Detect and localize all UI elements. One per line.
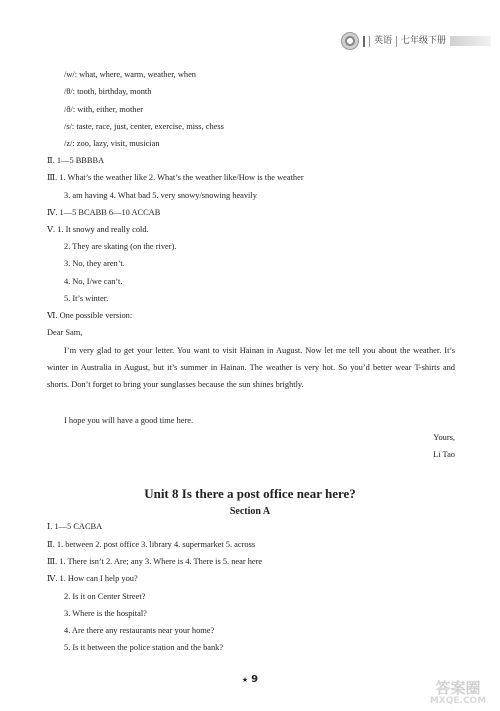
page-number-value: 9 bbox=[251, 674, 259, 685]
unit-answer-item: 2. Is it on Center Street? bbox=[64, 592, 146, 601]
phonetic-line: /θ/: tooth, birthday, month bbox=[64, 87, 152, 96]
answer-item: 2. They are skating (on the river). bbox=[64, 242, 177, 251]
answer-section-3-cont: 3. am having 4. What bad 5. very snowy/snowing heavily bbox=[64, 191, 257, 200]
phonetic-line: /ð/: with, either, mother bbox=[64, 105, 143, 114]
unit-answer-section-3: Ⅲ. 1. There isn’t 2. Are; any 3. Where is 4. There is 5. near here bbox=[47, 557, 263, 566]
answer-section-5: Ⅴ. 1. It snowy and really cold. bbox=[47, 225, 149, 234]
watermark-sub: MXQE.COM bbox=[429, 696, 487, 706]
answer-section-4: Ⅳ. 1—5 BCABB 6—10 ACCAB bbox=[47, 208, 161, 217]
phonetic-line: /s/: taste, race, just, center, exercise, miss, chess bbox=[64, 122, 224, 131]
header-divider bbox=[396, 36, 397, 47]
star-icon: ★ bbox=[241, 676, 249, 684]
unit-answer-section-4: Ⅳ. 1. How can I help you? bbox=[47, 574, 138, 583]
page-header bbox=[341, 32, 491, 50]
answer-item: 3. No, they aren’t. bbox=[64, 259, 125, 268]
answer-section-6: Ⅵ. One possible version: bbox=[47, 311, 133, 320]
unit-answer-section-1: Ⅰ. 1—5 CACBA bbox=[47, 522, 103, 531]
letter-closing: Yours, bbox=[433, 433, 455, 442]
phonetic-line: /w/: what, where, warm, weather, when bbox=[64, 70, 196, 79]
header-divider bbox=[363, 36, 365, 47]
letter-greeting: Dear Sam, bbox=[47, 328, 83, 337]
letter-signature: Li Tao bbox=[433, 450, 455, 459]
answer-item: 4. No, I/we can’t. bbox=[64, 277, 123, 286]
watermark bbox=[418, 680, 498, 708]
section-title: Section A bbox=[229, 506, 271, 517]
header-divider bbox=[369, 36, 370, 47]
answer-item: 5. It’s winter. bbox=[64, 294, 109, 303]
answer-section-3: Ⅲ. 1. What’s the weather like 2. What’s the weather like/How is the weather bbox=[47, 173, 304, 182]
book-logo-icon bbox=[341, 32, 359, 50]
watermark-main: 答案圈 bbox=[435, 679, 481, 697]
header-decoration bbox=[450, 36, 491, 46]
unit-answer-section-2: Ⅱ. 1. between 2. post office 3. library 4. supermarket 5. across bbox=[47, 540, 256, 549]
unit-title: Unit 8 Is there a post office near here? bbox=[144, 486, 356, 501]
unit-answer-item: 5. Is it between the police station and the bank? bbox=[64, 643, 224, 652]
unit-answer-item: 4. Are there any restaurants near your home? bbox=[64, 626, 215, 635]
phonetic-line: /z/: zoo, lazy, visit, musician bbox=[64, 139, 160, 148]
letter-paragraph: I’m very glad to get your letter. You want to visit Hainan in August. Now let me tell you about the weather. It’s winter in Australia in August, but it’s summer in Hainan. The weather is very hot. So you’d better wear T-shirts and shorts. Don’t forget to bring your sunglasses because the sun shines brightly. bbox=[47, 346, 455, 389]
header-grade: 七年级下册 bbox=[401, 35, 447, 46]
letter-paragraph: I hope you will have a good time here. bbox=[64, 416, 194, 425]
unit-answer-item: 3. Where is the hospital? bbox=[64, 609, 147, 618]
answer-section-2: Ⅱ. 1—5 BBBBA bbox=[47, 156, 105, 165]
header-subject: 英语 bbox=[374, 35, 393, 46]
